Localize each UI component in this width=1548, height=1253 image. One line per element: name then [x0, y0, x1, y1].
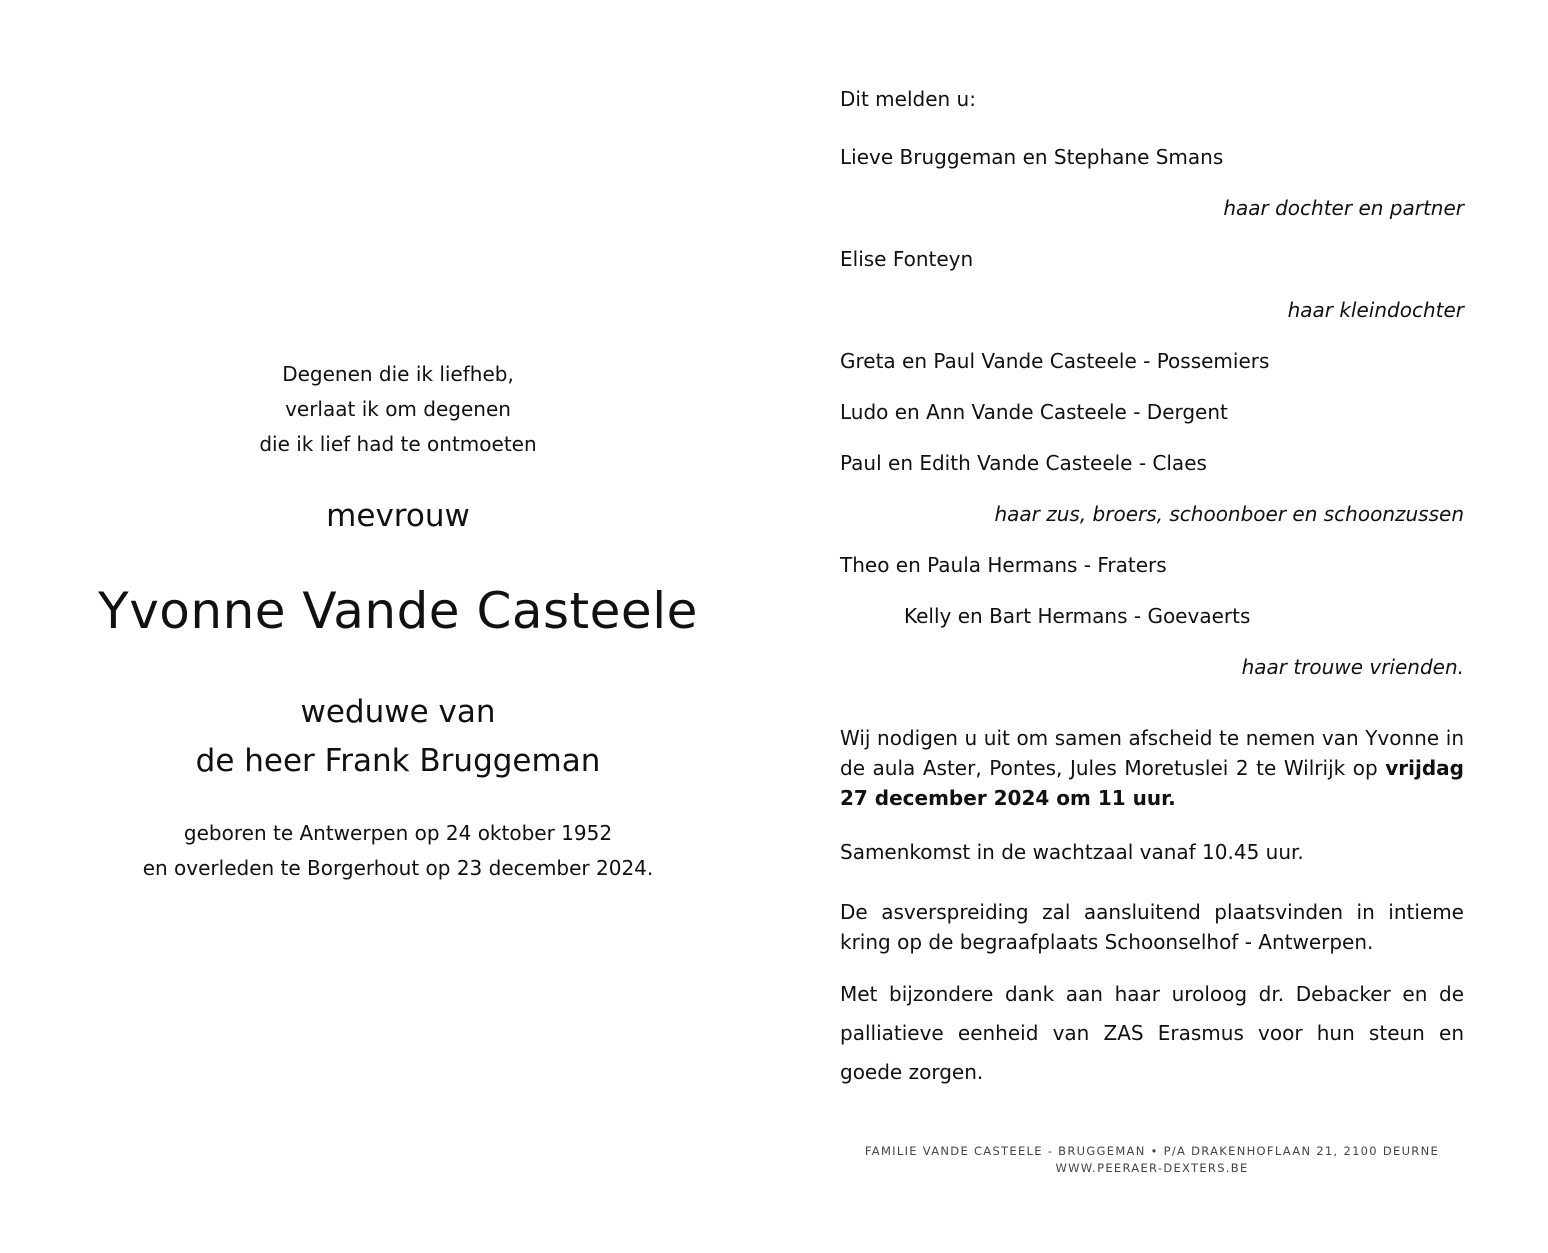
relation-label: haar trouwe vrienden. [1241, 655, 1464, 679]
spouse-name: de heer Frank Bruggeman [195, 743, 601, 779]
family-entry: Greta en Paul Vande Casteele - Possemiers [840, 349, 1270, 373]
family-entry: Theo en Paula Hermans - Fraters [840, 553, 1167, 577]
widow-statement [0, 688, 796, 786]
death-line: en overleden te Borgerhout op 23 december 2024. [142, 856, 654, 880]
widow-line: weduwe van [300, 694, 496, 730]
family-entry: Ludo en Ann Vande Casteele - Dergent [840, 400, 1228, 424]
family-entry: Paul en Edith Vande Casteele - Claes [840, 451, 1207, 475]
poem-line: Degenen die ik liefheb, [282, 362, 514, 386]
life-dates [0, 816, 796, 886]
poem-line: die ik lief had te ontmoeten [259, 432, 537, 456]
family-entry: Elise Fonteyn [840, 247, 974, 271]
memorial-poem [0, 357, 796, 462]
relation-label: haar dochter en partner [1223, 196, 1464, 220]
poem-line: verlaat ik om degenen [285, 397, 511, 421]
invitation-text: Wij nodigen u uit om samen afscheid te nemen van Yvonne in de aula Aster, Pontes, Jules Moretuslei 2 te Wilrijk op [840, 726, 1464, 780]
honorific: mevrouw [326, 498, 470, 534]
family-entry: Kelly en Bart Hermans - Goevaerts [904, 604, 1251, 628]
ceremony-date: vrijdag 27 december 2024 om 11 uur. [840, 756, 1464, 810]
gathering-info: Samenkomst in de wachtzaal vanaf 10.45 uur. [840, 840, 1304, 864]
website-link[interactable]: WWW.PEERAER-DEXTERS.BE [1055, 1161, 1249, 1175]
relation-label: haar zus, broers, schoonboer en schoonzussen [994, 502, 1464, 526]
family-entry: Lieve Bruggeman en Stephane Smans [840, 145, 1224, 169]
birth-line: geboren te Antwerpen op 24 oktober 1952 [183, 821, 613, 845]
address-line: FAMILIE VANDE CASTEELE - BRUGGEMAN • P/A DRAKENHOFLAAN 21, 2100 DEURNE [864, 1144, 1440, 1158]
ceremony-invitation [840, 723, 1464, 813]
family-address [852, 1143, 1452, 1177]
thanks-note: Met bijzondere dank aan haar uroloog dr. Debacker en de palliatieve eenheid van ZAS Erasmus voor hun steun en goede zorgen. [840, 982, 1464, 1084]
relation-label: haar kleindochter [1287, 298, 1464, 322]
scattering-info: De asverspreiding zal aansluitend plaatsvinden in intieme kring op de begraafplaats Schoonselhof - Antwerpen. [840, 900, 1464, 954]
deceased-name: Yvonne Vande Casteele [98, 582, 698, 640]
announcement-intro: Dit melden u: [840, 87, 976, 111]
